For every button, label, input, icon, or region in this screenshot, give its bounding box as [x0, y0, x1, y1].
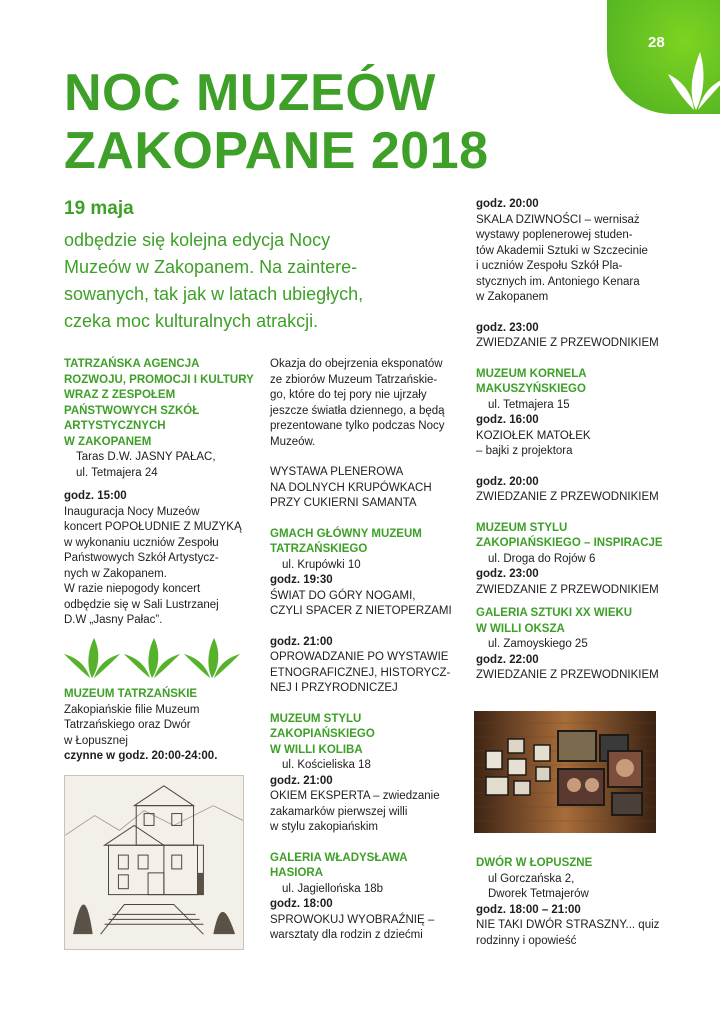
column-2-intro: Okazja do obejrzenia eksponatów ze zbiorów Muzeum Tatrzańskie- go, które do tej pory nie ujrzały jeszcze światła dziennego, a będą prezentowane tylko podczas Nocy Muzeów. [270, 358, 445, 448]
museum-heading: MUZEUM TATRZAŃSKIE [64, 688, 198, 700]
inspiracje-address: ul. Droga do Rojów 6 [488, 552, 596, 565]
column-3-top: godz. 20:00 SKALA DZIWNOŚCI – wernisaż wystawy poplenerowej studen- tów Akademii Sztuki w Szczecinie i uczniów Zespołu Szkół Pla- stycznych im. Antoniego Kenara w Zakopanem godz. 23:00 ZWIEDZANIE Z PRZEWODNIKIEM MUZEUM KORNELA MAKUSZYŃSKIEGO ul. Tetmajera 15 godz. 16:00 KOZIOŁEK MATOŁEK – bajki z projektora godz. 20:00 ZWIEDZANIE Z PRZEWODNIKIEM MUZEUM STYLU ZAKOPIAŃSKIEGO – INSPIRACJE ul. Droga do Rojów 6 godz. 23:00 ZWIEDZANIE Z PRZEWODNIKIEM GALERIA SZTUKI XX WIEKU W WILLI OKSZA ul. Zamoyskiego 25 godz. 22:00 ZWIEDZANIE Z PRZEWODNIKIEM [476, 197, 676, 684]
tour-time: godz. 23:00 [476, 321, 539, 334]
agency-heading: TATRZAŃSKA AGENCJA ROZWOJU, PROMOCJI I KULTURY WRAZ Z ZESPOŁEM PAŃSTWOWYCH SZKÓŁ ARTYSTYCZNYCH W ZAKOPANEM [64, 358, 254, 448]
main-building-address: ul. Krupówki 10 [282, 558, 361, 571]
agency-time: godz. 15:00 [64, 490, 127, 502]
agency-address: Taras D.W. JASNY PAŁAC, ul. Tetmajera 24 [76, 451, 216, 479]
villa-sketch-image [64, 775, 244, 950]
koliba-address: ul. Kościeliska 18 [282, 759, 371, 771]
leaf-sprout-icon [64, 638, 120, 678]
gallery-photo-image [474, 711, 656, 833]
oksza-address: ul. Zamoyskiego 25 [488, 638, 588, 650]
intro-text: odbędzie się kolejna edycja Nocy Muzeów w Zakopanem. Na zaintere- sowanych, tak jak w latach ubiegłych, czeka moc kulturalnych atrakcji. [64, 230, 364, 331]
column-1 [64, 357, 254, 629]
outdoor-exhibition: WYSTAWA PLENEROWA NA DOLNYCH KRUPÓWKACH PRZY CUKIERNI SAMANTA [270, 466, 432, 509]
dwor-time: godz. 18:00 – 21:00 [476, 903, 581, 916]
main-building-heading: GMACH GŁÓWNY MUZEUM TATRZAŃSKIEGO [270, 527, 422, 555]
main-time-2: godz. 21:00 [270, 635, 333, 648]
museum-hours: czynne w godz. 20:00-24:00. [64, 750, 218, 762]
makuszynski-heading: MUZEUM KORNELA MAKUSZYŃSKIEGO [476, 367, 587, 395]
koliba-time: godz. 21:00 [270, 774, 333, 787]
koliba-heading: MUZEUM STYLU ZAKOPIAŃSKIEGO W WILLI KOLIBA [270, 712, 375, 756]
leaf-sprout-icon [184, 638, 240, 678]
hasior-address: ul. Jagiellońska 18b [282, 882, 384, 895]
agency-description: Inauguracja Nocy Muzeów koncert POPOŁUDNIE Z MUZYKĄ w wykonaniu uczniów Zespołu Państwowych Szkół Artystycz- nych w Zakopanem. W razie niepogody koncert odbędzie się w Sali Lustrzanej D.W „Jasny Pałac”. [64, 505, 242, 626]
hasior-time: godz. 18:00 [270, 898, 333, 910]
makuszynski-address: ul. Tetmajera 15 [488, 398, 570, 411]
leaf-divider [60, 636, 240, 678]
dwor-block: DWÓR W ŁOPUSZNE ul Gorczańska 2, Dworek Tetmajerów godz. 18:00 – 21:00 NIE TAKI DWÓR STRASZNY... quiz rodzinny i opowieść [476, 856, 676, 949]
main-time-1: godz. 19:30 [270, 574, 333, 586]
title-line-2: ZAKOPANE 2018 [64, 122, 489, 180]
column-2: Okazja do obejrzenia eksponatów ze zbiorów Muzeum Tatrzańskie- go, które do tej pory nie ujrzały jeszcze światła dziennego, a będą prezentowane tylko podczas Nocy Muzeów. WYSTAWA PLENEROWA NA DOLNYCH KRUPÓWKACH PRZY CUKIERNI SAMANTA GMACH GŁÓWNY MUZEUM TATRZAŃSKIEGO ul. Krupówki 10 godz. 19:30 ŚWIAT DO GÓRY NOGAMI, CZYLI SPACER Z NIETOPERZAMI godz. 21:00 OPROWADZANIE PO WYSTAWIE ETNOGRAFICZNEJ, HISTORYCZ- NEJ I PRZYRODNICZEJ MUZEUM STYLU ZAKOPIAŃSKIEGO W WILLI KOLIBA ul. Kościeliska 18 godz. 21:00 OKIEM EKSPERTA – zwiedzanie zakamarków pierwszej willi w stylu zakopiańskim GALERIA WŁADYSŁAWA HASIORA ul. Jagiellońska 18b godz. 18:00 SPROWOKUJ WYOBRAŹNIĘ – warsztaty dla rodzin z dziećmi [270, 357, 460, 944]
inspiracje-heading: MUZEUM STYLU ZAKOPIAŃSKIEGO – INSPIRACJE [476, 521, 663, 549]
hasior-heading: GALERIA WŁADYSŁAWA HASIORA [270, 851, 408, 879]
dwor-heading: DWÓR W ŁOPUSZNE [476, 857, 593, 869]
skala-time: godz. 20:00 [476, 198, 539, 210]
page-number: 28 [648, 34, 665, 51]
leaf-sprout-icon [666, 46, 720, 112]
page-title [64, 64, 489, 180]
oksza-heading: GALERIA SZTUKI XX WIEKU W WILLI OKSZA [476, 607, 633, 635]
event-date: 19 maja [64, 198, 134, 219]
museum-tatra-block: MUZEUM TATRZAŃSKIE Zakopiańskie filie Muzeum Tatrzańskiego oraz Dwór w Łopusznej czynne w godz. 20:00-24:00. [64, 687, 254, 765]
title-line-1: NOC MUZEÓW [64, 64, 436, 122]
leaf-sprout-icon [124, 638, 180, 678]
